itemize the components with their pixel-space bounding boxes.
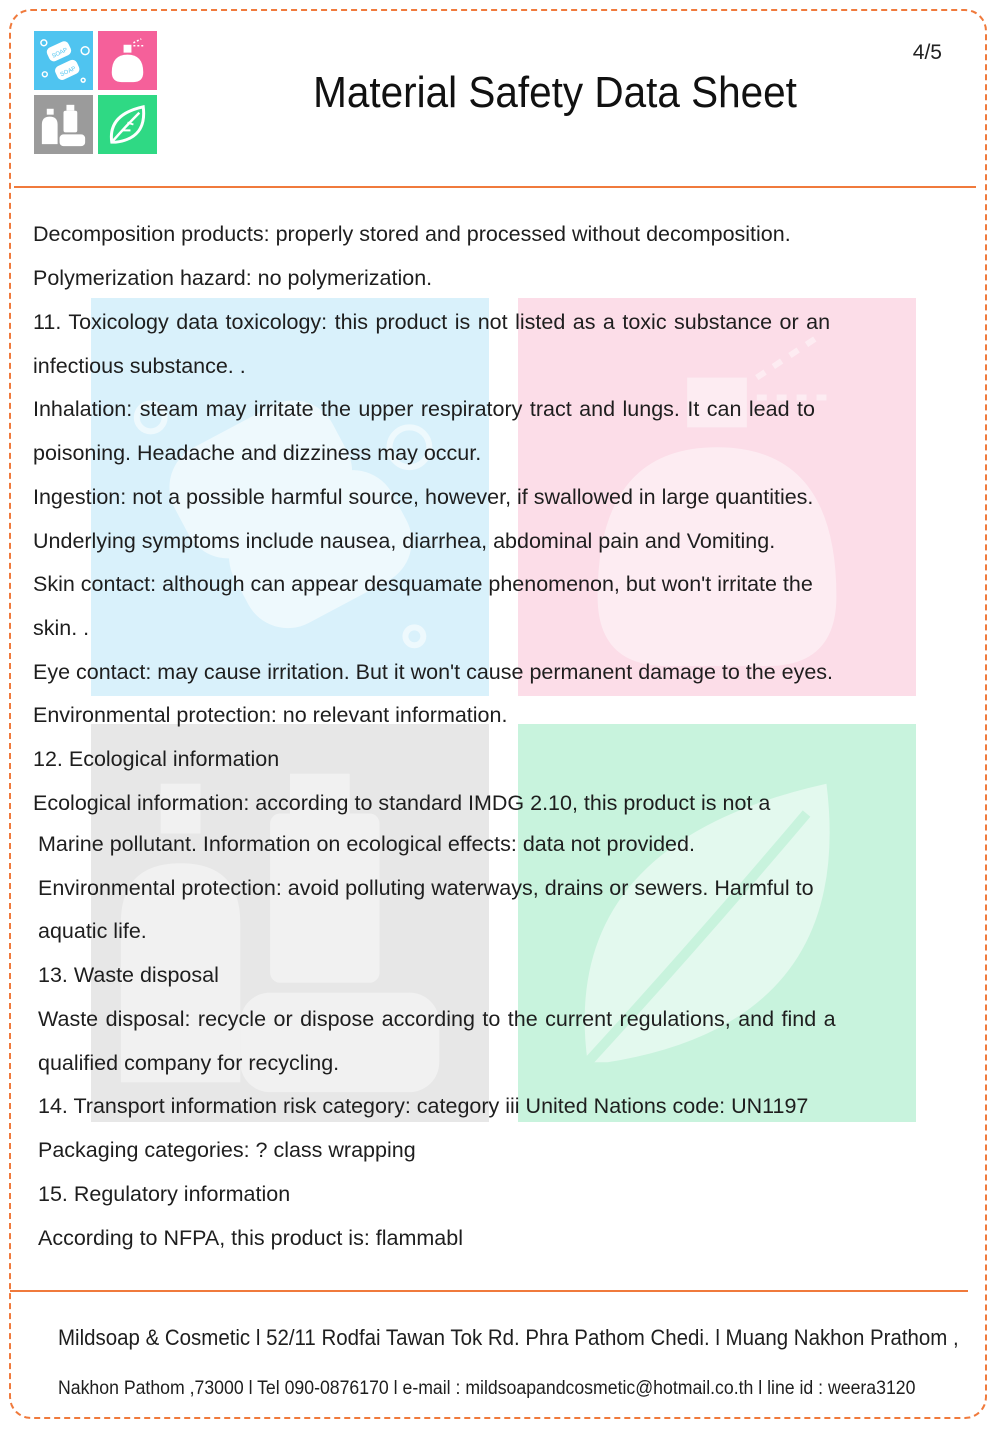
body-line: Polymerization hazard: no polymerization.: [33, 266, 433, 290]
logo-soap-text: SOAP: [51, 47, 69, 60]
body-line: Marine pollutant. Information on ecological effects: data not provided.: [38, 832, 695, 856]
body-line: Eye contact: may cause irritation. But it won't cause permanent damage to the eyes.: [33, 660, 834, 684]
spray-bottle-icon: [98, 31, 157, 90]
body-line: Inhalation: steam may irritate the upper respiratory tract and lungs. It can lead to: [33, 397, 815, 421]
section-heading: 13. Waste disposal: [38, 963, 219, 987]
body-line: skin. .: [33, 616, 90, 640]
body-line: infectious substance. .: [33, 354, 246, 378]
body-line: aquatic life.: [38, 919, 147, 943]
body-line: Environmental protection: avoid polluting waterways, drains or sewers. Harmful to: [38, 876, 814, 900]
section-heading: 14. Transport information risk category: category iii United Nations code: UN1197: [38, 1094, 809, 1118]
body-line: Skin contact: although can appear desquamate phenomenon, but won't irritate the: [33, 572, 813, 596]
leaf-icon: [98, 95, 157, 154]
body-line: Environmental protection: no relevant information.: [33, 703, 508, 727]
page-title: Material Safety Data Sheet: [313, 68, 797, 117]
body-line: poisoning. Headache and dizziness may occur.: [33, 441, 482, 465]
soap-bars-icon: [34, 31, 93, 90]
section-heading: 15. Regulatory information: [38, 1182, 291, 1206]
body-line: According to NFPA, this product is: flammabl: [38, 1226, 463, 1250]
watermark-leaf-tile: [518, 724, 916, 1122]
body-line: qualified company for recycling.: [38, 1051, 340, 1075]
header-divider: [14, 186, 976, 188]
body-line: Ingestion: not a possible harmful source, however, if swallowed in large quantities.: [33, 485, 814, 509]
body-line: Decomposition products: properly stored and processed without decomposition.: [33, 222, 791, 246]
body-line: Ecological information: according to standard IMDG 2.10, this product is not a: [33, 791, 771, 815]
body-line: 11. Toxicology data toxicology: this product is not listed as a toxic substance or an: [33, 310, 831, 334]
svg-text:SOAP: SOAP: [59, 65, 77, 79]
page-number: 4/5: [912, 41, 942, 64]
body-line: Underlying symptoms include nausea, diarrhea, abdominal pain and Vomiting.: [33, 529, 776, 553]
body-line: Packaging categories: ? class wrapping: [38, 1138, 416, 1162]
cosmetic-bottles-icon: [34, 95, 93, 154]
footer-contact: Nakhon Pathom ,73000 l Tel 090-0876170 l e-mail : mildsoapandcosmetic@hotmail.co.th l line id : weera3120: [58, 1378, 916, 1399]
section-heading: 12. Ecological information: [33, 747, 280, 771]
footer-divider: [10, 1290, 968, 1292]
footer-address: Mildsoap & Cosmetic l 52/11 Rodfai Tawan Tok Rd. Phra Pathom Chedi. l Muang Nakhon Prathom ,: [58, 1325, 959, 1350]
body-line: Waste disposal: recycle or dispose according to the current regulations, and find a: [38, 1007, 836, 1031]
company-logo: [34, 31, 158, 155]
